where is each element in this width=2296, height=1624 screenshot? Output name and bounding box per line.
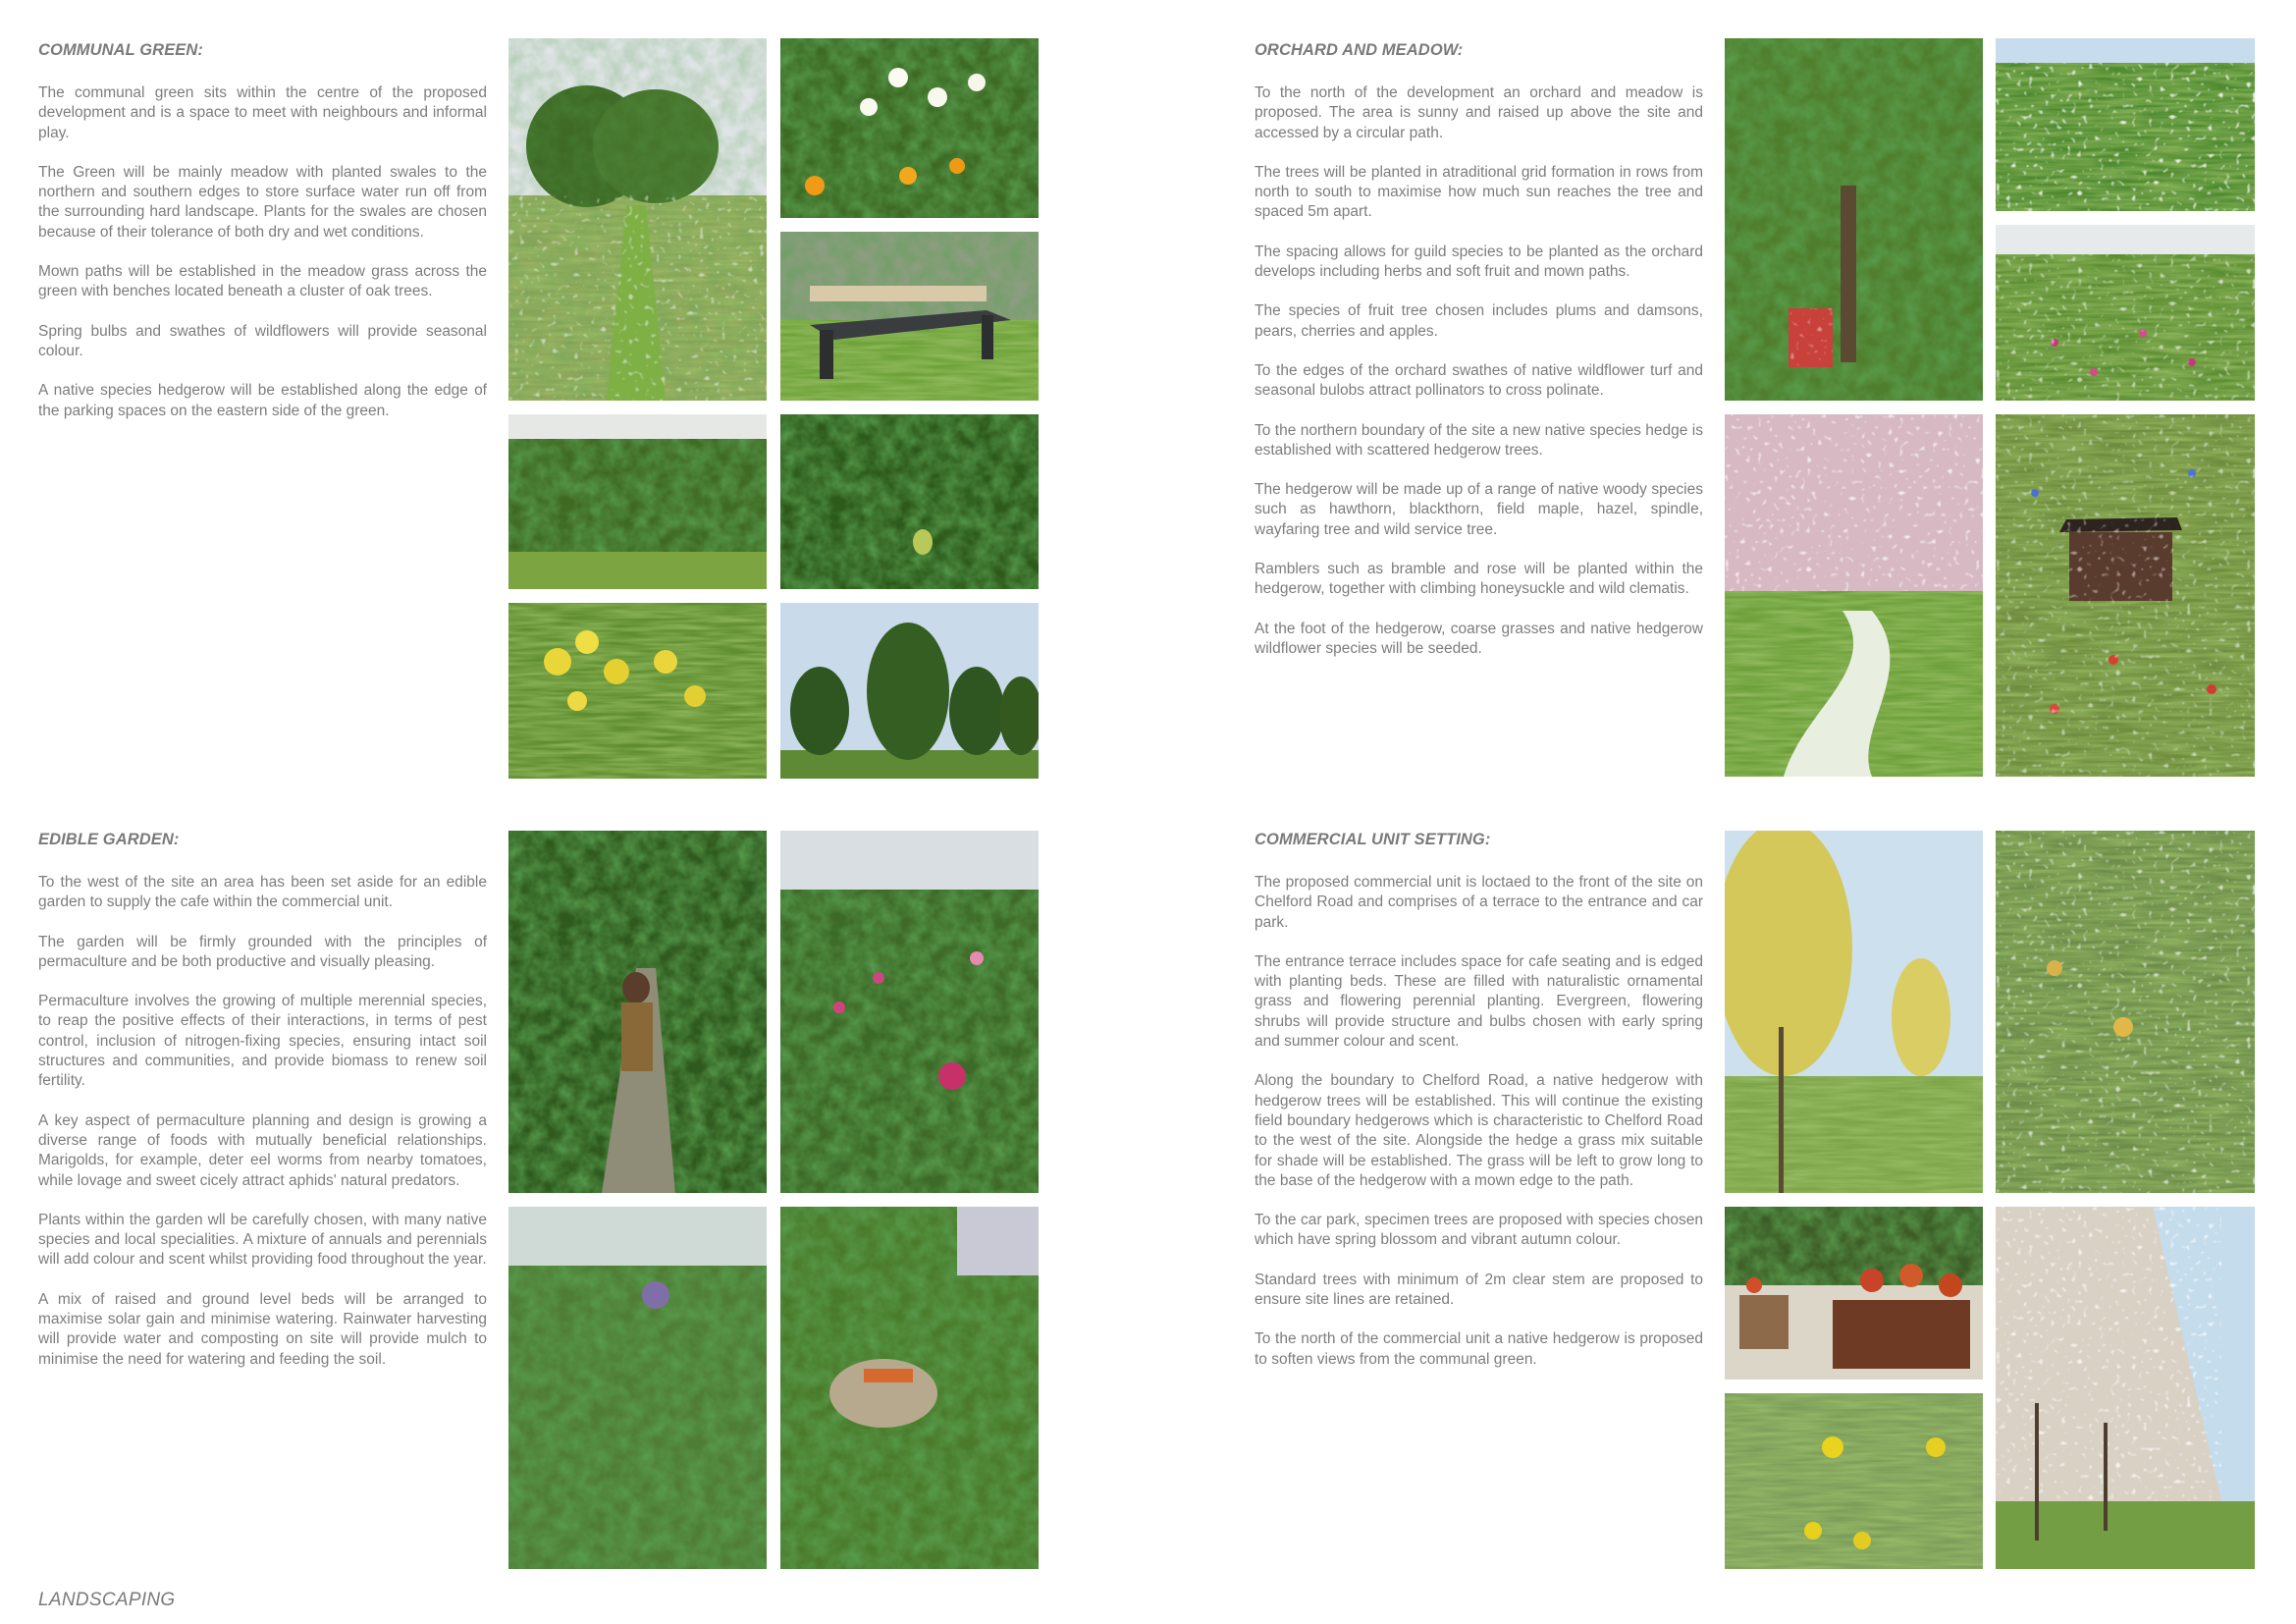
paragraph: To the west of the site an area has been set aside for an edible garden to supply the cafe within the commercial unit. bbox=[38, 874, 487, 911]
paragraph: Along the boundary to Chelford Road, a native hedgerow with hedgerow trees will be established. This will continue the existing field boundary hedgerows which is characteristic to Chelford Road to the west of the site. Alongside the hedge a grass mix suitable for shade will be established. The grass will be left to grow long to the base of the hedgerow with a mown edge to the path. bbox=[1255, 1072, 1703, 1189]
paragraph: The communal green sits within the centre of the proposed development and is a space to meet with neighbours and informal play. bbox=[38, 84, 487, 141]
section-orchard-meadow bbox=[1255, 41, 1703, 678]
photo-vegetable-beds bbox=[508, 1207, 767, 1569]
photo-garden-couple bbox=[508, 831, 767, 1193]
photo-hedgerow bbox=[508, 414, 767, 589]
photo-yellow-flowers bbox=[1725, 1393, 1983, 1569]
paragraph: Standard trees with minimum of 2m clear stem are proposed to ensure site lines are retained. bbox=[1255, 1271, 1703, 1309]
paragraph: Ramblers such as bramble and rose will be planted within the hedgerow, together with climbing honeysuckle and wild clematis. bbox=[1255, 561, 1703, 598]
paragraph: To the north of the development an orchard and meadow is proposed. The area is sunny and raised up above the site and accessed by a circular path. bbox=[1255, 84, 1703, 141]
photo-daffodils bbox=[780, 38, 1039, 218]
photo-meadow-path-oaks bbox=[508, 38, 767, 401]
photo-meadow-cow-parsley bbox=[1996, 38, 2255, 211]
paragraph: A native species hedgerow will be established along the edge of the parking spaces on the eastern side of the green. bbox=[38, 382, 487, 419]
photo-beehive-meadow bbox=[1996, 414, 2255, 777]
paragraph: Spring bulbs and swathes of wildflowers will provide seasonal colour. bbox=[38, 322, 487, 359]
paragraph: The proposed commercial unit is loctaed to the front of the site on Chelford Road and comprises of a terrace to the entrance and car park. bbox=[1255, 874, 1703, 931]
photo-oak-trees bbox=[780, 603, 1039, 779]
paragraph: The Green will be mainly meadow with planted swales to the northern and southern edges to store surface water run off from the surrounding hard landscape. Plants for the swales are chosen because of their tolerance of both dry and wet conditions. bbox=[38, 163, 487, 241]
photo-tulip-planters bbox=[1725, 1207, 1983, 1380]
photo-blossom-avenue bbox=[1996, 1207, 2255, 1569]
photo-bench bbox=[780, 232, 1039, 401]
paragraph: A mix of raised and ground level beds will be arranged to maximise solar gain and minimise watering. Rainwater harvesting will provide water and composting on site will provide mulch to minimise the need for watering and feeding the soil. bbox=[38, 1290, 487, 1368]
paragraph: The spacing allows for guild species to be planted as the orchard develops including herbs and soft fruit and mown paths. bbox=[1255, 243, 1703, 281]
paragraph: At the foot of the hedgerow, coarse grasses and native hedgerow wildflower species will be seeded. bbox=[1255, 620, 1703, 657]
section-heading: ORCHARD AND MEADOW: bbox=[1255, 41, 1464, 59]
photo-wildflower-meadow bbox=[1996, 225, 2255, 401]
paragraph: The species of fruit tree chosen includes plums and damsons, pears, cherries and apples. bbox=[1255, 302, 1703, 340]
paragraph: The hedgerow will be made up of a range of native woody species such as hawthorn, blackthorn, field maple, hazel, spindle, wayfaring tree and wild service tree. bbox=[1255, 481, 1703, 538]
paragraph: A key aspect of permaculture planning and design is growing a diverse range of foods with mutually beneficial relationships. Marigolds, for example, deter eel worms from nearby tomatoes, while lovage and sweet cicely attract aphids' natural predators. bbox=[38, 1111, 487, 1189]
paragraph: Permaculture involves the growing of multiple merennial species, to reap the positive effects of their interactions, in terms of pest control, inclusion of nitrogen-fixing species, ensuring intact soil structures and communities, and provide biomass to renew soil fertility. bbox=[38, 993, 487, 1090]
paragraph: Mown paths will be established in the meadow grass across the green with benches located beneath a cluster of oak trees. bbox=[38, 263, 487, 300]
photo-yellow-tree-avenue bbox=[1725, 831, 1983, 1193]
photo-apple-tree bbox=[1725, 38, 1983, 401]
paragraph: To the car park, specimen trees are proposed with species chosen which have spring blossom and vibrant autumn colour. bbox=[1255, 1212, 1703, 1249]
section-edible-garden bbox=[38, 831, 487, 1389]
paragraph: To the edges of the orchard swathes of native wildflower turf and seasonal bulobs attract pollinators to cross polinate. bbox=[1255, 361, 1703, 400]
photo-ornamental-grass bbox=[1996, 831, 2255, 1193]
paragraph: Plants within the garden wll be carefully chosen, with many native species and local specialities. A mixture of annuals and perennials will add colour and scent whilst providing food throughout the year. bbox=[38, 1211, 487, 1269]
photo-blossom-path bbox=[1725, 414, 1983, 777]
photo-oak-leaves bbox=[780, 414, 1039, 589]
section-communal-green bbox=[38, 41, 487, 441]
paragraph: The entrance terrace includes space for cafe seating and is edged with planting beds. These are filled with naturalistic ornamental grass and flowering perennial planting. Evergreen, flowering shrubs will provide structure and bulbs chosen with early spring and summer colour and scent. bbox=[1255, 952, 1703, 1051]
paragraph: To the north of the commercial unit a native hedgerow is proposed to soften views from the communal green. bbox=[1255, 1330, 1703, 1368]
photo-flower-garden bbox=[780, 831, 1039, 1193]
paragraph: To the northern boundary of the site a new native species hedge is established with scattered hedgerow trees. bbox=[1255, 421, 1703, 459]
paragraph: The trees will be planted in atraditional grid formation in rows from north to south to maximise how much sun reaches the tree and spaced 5m apart. bbox=[1255, 163, 1703, 221]
page-footer: LANDSCAPING bbox=[38, 1590, 176, 1610]
section-heading: COMMERCIAL UNIT SETTING: bbox=[1255, 831, 1491, 848]
photo-harvest-carrots bbox=[780, 1207, 1039, 1569]
section-heading: COMMUNAL GREEN: bbox=[38, 41, 204, 59]
paragraph: The garden will be firmly grounded with the principles of permaculture and be both productive and visually pleasing. bbox=[38, 933, 487, 970]
section-heading: EDIBLE GARDEN: bbox=[38, 831, 180, 848]
section-commercial-unit bbox=[1255, 831, 1703, 1389]
photo-cowslips bbox=[508, 603, 767, 779]
